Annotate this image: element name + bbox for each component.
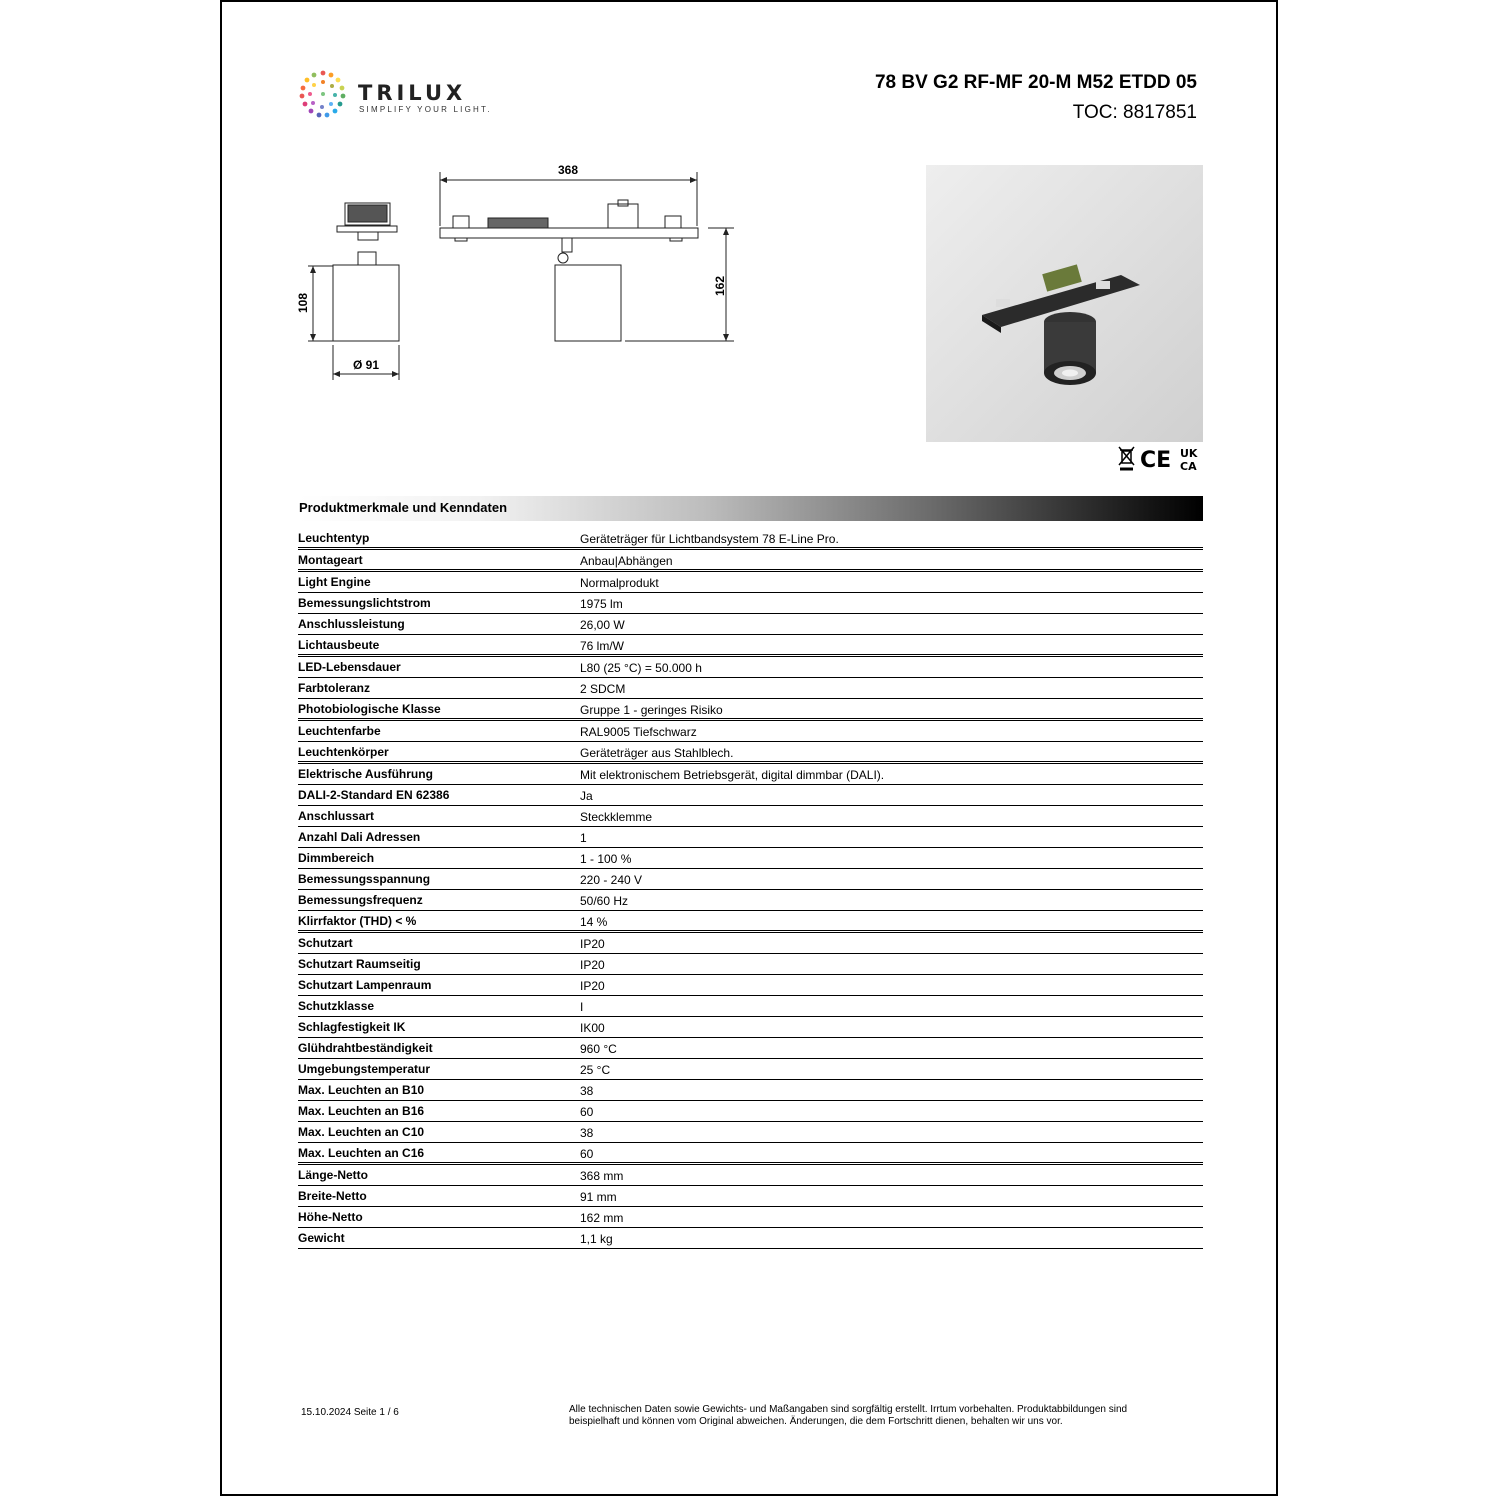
spec-value: 25 °C — [580, 1063, 611, 1077]
brand-name: TRILUX — [358, 81, 467, 105]
spec-label: Breite-Netto — [298, 1189, 367, 1203]
spec-value: 2 SDCM — [580, 682, 626, 696]
spec-row — [298, 1080, 1203, 1101]
spec-row — [298, 657, 1203, 678]
ukca-mark-bottom: CA — [1180, 460, 1197, 473]
spec-row — [298, 1143, 1203, 1165]
spec-value: IP20 — [580, 979, 605, 993]
spec-row — [298, 635, 1203, 657]
spec-value: 50/60 Hz — [580, 894, 629, 908]
spec-label: Montageart — [298, 553, 363, 567]
spec-row — [298, 785, 1203, 806]
technical-drawing — [290, 150, 750, 390]
spec-value: 220 - 240 V — [580, 873, 643, 887]
spec-row — [298, 742, 1203, 764]
spec-row — [298, 1017, 1203, 1038]
dimension-length: 368 — [557, 163, 579, 177]
spec-label: Dimmbereich — [298, 851, 375, 865]
spec-label: Leuchtenkörper — [298, 745, 389, 759]
spec-label: Schutzart Raumseitig — [298, 957, 421, 971]
spec-value: Steckklemme — [580, 810, 653, 824]
luminaire-image — [926, 165, 1203, 442]
spec-label: Bemessungsspannung — [298, 872, 431, 886]
product-toc: TOC: 8817851 — [1072, 102, 1197, 123]
spec-label: Light Engine — [298, 575, 371, 589]
product-title: 78 BV G2 RF-MF 20-M M52 ETDD 05 — [874, 72, 1197, 93]
product-photo — [926, 165, 1203, 442]
spec-label: Leuchtenfarbe — [298, 724, 381, 738]
spec-value: 1 — [580, 831, 587, 845]
spec-value: 76 lm/W — [580, 639, 625, 653]
spec-value: Anbau|Abhängen — [580, 554, 673, 568]
spec-row — [298, 975, 1203, 996]
spec-label: DALI-2-Standard EN 62386 — [298, 788, 450, 802]
spec-label: Farbtoleranz — [298, 681, 371, 695]
spec-value: I — [580, 1000, 584, 1014]
spec-label: Schlagfestigkeit IK — [298, 1020, 406, 1034]
trilux-logo — [296, 67, 506, 123]
section-header — [298, 496, 1203, 521]
footer-disclaimer: Alle technischen Daten sowie Gewichts- und Maßangaben sind sorgfältig erstellt. Irrtum vorbehalten. Produktabbildungen sind beispielhaft und können vom Original abweichen. Änderungen, die dem Fortschritt dienen, behalten wir uns vor. — [569, 1404, 1128, 1427]
spec-label: Schutzart — [298, 936, 353, 950]
spec-label: Anschlussart — [298, 809, 375, 823]
spec-label: Max. Leuchten an B16 — [298, 1104, 425, 1118]
dimension-body-height: 108 — [296, 292, 310, 314]
ukca-mark-top: UK — [1180, 447, 1198, 460]
spec-label: Klirrfaktor (THD) < % — [298, 914, 417, 928]
spec-value: 91 mm — [580, 1190, 617, 1204]
spec-value: Geräteträger für Lichtbandsystem 78 E-Line Pro. — [580, 532, 839, 546]
spec-row — [298, 572, 1203, 593]
spec-label: Max. Leuchten an B10 — [298, 1083, 425, 1097]
brand-tagline: SIMPLIFY YOUR LIGHT. — [359, 105, 492, 114]
spec-label: Lichtausbeute — [298, 638, 380, 652]
spec-row — [298, 1228, 1203, 1249]
spec-row — [298, 933, 1203, 954]
spec-label: Elektrische Ausführung — [298, 767, 433, 781]
spec-label: LED-Lebensdauer — [298, 660, 401, 674]
spec-row — [298, 1122, 1203, 1143]
ce-mark: CE — [1140, 448, 1172, 473]
spec-label: Länge-Netto — [298, 1168, 368, 1182]
spec-value: IK00 — [580, 1021, 605, 1035]
footer-date-page: 15.10.2024 Seite 1 / 6 — [301, 1407, 399, 1418]
spec-value: 1,1 kg — [580, 1232, 613, 1246]
spec-row — [298, 996, 1203, 1017]
spec-value: L80 (25 °C) = 50.000 h — [580, 661, 702, 675]
certification-marks — [1118, 445, 1204, 473]
spec-label: Glühdrahtbeständigkeit — [298, 1041, 433, 1055]
spec-value: 14 % — [580, 915, 608, 929]
spec-row — [298, 1101, 1203, 1122]
spec-label: Bemessungsfrequenz — [298, 893, 423, 907]
spec-label: Bemessungslichtstrom — [298, 596, 431, 610]
spec-row — [298, 848, 1203, 869]
spec-label: Höhe-Netto — [298, 1210, 363, 1224]
spec-value: 60 — [580, 1147, 594, 1161]
spec-value: 26,00 W — [580, 618, 625, 632]
spec-value: Mit elektronischem Betriebsgerät, digital dimmbar (DALI). — [580, 768, 885, 782]
spec-row — [298, 827, 1203, 848]
spec-row — [298, 593, 1203, 614]
weee-bin-icon — [1119, 447, 1134, 469]
spec-value: IP20 — [580, 937, 605, 951]
spec-value: Gruppe 1 - geringes Risiko — [580, 703, 723, 717]
spec-row — [298, 764, 1203, 785]
spec-value: 1975 lm — [580, 597, 623, 611]
spec-row — [298, 911, 1203, 933]
dimension-height: 162 — [713, 275, 727, 297]
spec-value: Geräteträger aus Stahlblech. — [580, 746, 734, 760]
spec-row — [298, 678, 1203, 699]
section-title: Produktmerkmale und Kenndaten — [299, 500, 508, 515]
spec-value: 162 mm — [580, 1211, 624, 1225]
spec-value: 960 °C — [580, 1042, 617, 1056]
spec-row — [298, 890, 1203, 911]
spec-value: Normalprodukt — [580, 576, 659, 590]
spec-value: Ja — [580, 789, 593, 803]
spec-value: 60 — [580, 1105, 594, 1119]
spec-value: 38 — [580, 1126, 594, 1140]
spec-label: Max. Leuchten an C16 — [298, 1146, 425, 1160]
spec-value: IP20 — [580, 958, 605, 972]
spec-value: RAL9005 Tiefschwarz — [580, 725, 697, 739]
spec-row — [298, 1207, 1203, 1228]
dimension-diameter: Ø 91 — [352, 358, 380, 372]
spec-row — [298, 869, 1203, 890]
spec-row — [298, 699, 1203, 721]
spec-row — [298, 1186, 1203, 1207]
spec-row — [298, 528, 1203, 550]
spec-value: 38 — [580, 1084, 594, 1098]
spec-label: Anschlussleistung — [298, 617, 405, 631]
spec-label: Leuchtentyp — [298, 531, 370, 545]
spec-label: Schutzart Lampenraum — [298, 978, 432, 992]
spec-row — [298, 614, 1203, 635]
logo-sphere-icon — [296, 67, 350, 121]
spec-label: Gewicht — [298, 1231, 345, 1245]
spec-row — [298, 1038, 1203, 1059]
spec-value: 1 - 100 % — [580, 852, 632, 866]
spec-label: Max. Leuchten an C10 — [298, 1125, 425, 1139]
spec-row — [298, 550, 1203, 572]
spec-table — [298, 528, 1203, 1249]
spec-label: Anzahl Dali Adressen — [298, 830, 421, 844]
spec-label: Schutzklasse — [298, 999, 375, 1013]
spec-label: Photobiologische Klasse — [298, 702, 441, 716]
spec-row — [298, 954, 1203, 975]
spec-row — [298, 806, 1203, 827]
spec-row — [298, 1165, 1203, 1186]
spec-row — [298, 1059, 1203, 1080]
spec-label: Umgebungstemperatur — [298, 1062, 431, 1076]
spec-row — [298, 721, 1203, 742]
spec-value: 368 mm — [580, 1169, 624, 1183]
